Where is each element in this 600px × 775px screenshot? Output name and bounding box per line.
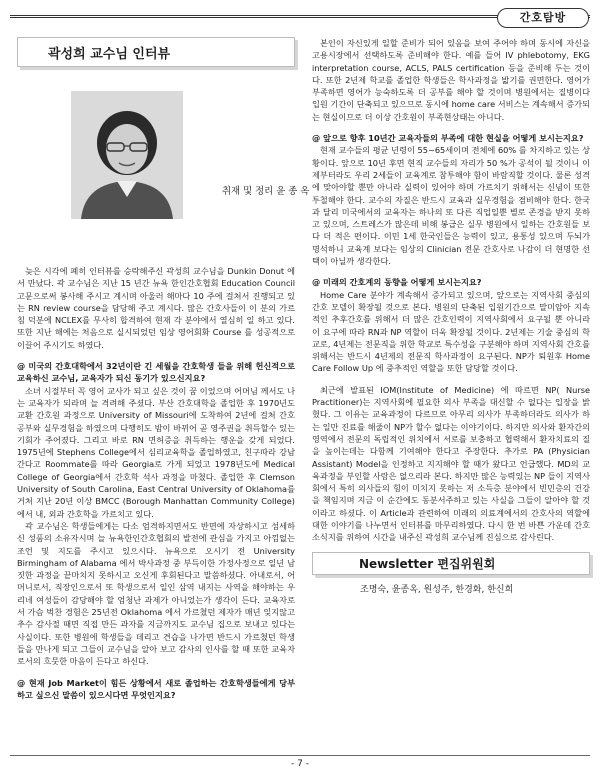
question-1: @ 미국의 간호대학에서 32년이란 긴 세월을 간호학생 들을 위해 헌신적으로 교육하신 교수님, 교육자가 되신 동기가 있으신지요?: [17, 361, 295, 384]
paragraph-closing: 최근에 발표된 IOM(Institute of Medicine) 에 따르면 NP( Nurse Practitioner)는 지역사회에 필요한 의사 부족을 대신할 수 없다는 입장을 밝혔다. 그 이유는 교육과정이 다르므로 아무리 의사가 부족하더라도 의사가 하는 일만 진료를 해줄이 NP가 할수 없다는 이야기이다. 하지만 의사와 환자간의 영역에서 전문의 독립적인 위치에서 서로를 보충하고 협력해서 환자치료의 질을 높이는데는 다함께 기여해야 한다고 주장한다. 추가로 PA (Physician Assistant) Model을 인정하고 지지해야 할 때가 왔다고 언급했다. MD의 교육과정을 부인할 사람은 없으리라 본다. 하지만 많은 능력있는 NP 들이 지역사회에서 특히 의사들의 힘이 미치지 못하는 저 소득층 분야에서 빈민층의 건강을 책임지며 지금 이 순간에도 동분서주하고 있는 사실을 그들이 알아야 할 것이라고 하셨다. 이 Article과 관련하여 미래의 의료계에서의 간호사의 역할에 대한 이야기를 나누면서 인터뷰를 마무리하였다. 다시 한 번 바쁜 가운데 간호 소식지를 위하여 시간을 내주신 곽성희 교수님께 진심으로 감사린다.: [312, 384, 590, 543]
page-number: - 7 -: [291, 759, 309, 769]
question-2: @ 현재 Job Market이 힘든 상황에서 새로 졸업하는 간호학생들에게 당부하고 싶으신 말씀이 있으시다면 무엇인지요?: [17, 677, 295, 700]
footer-rule: [10, 755, 590, 756]
paragraph-intro: 늦은 시각에 폐히 인터뷰를 승락해주신 곽성희 교수님을 Dunkin Donut 에서 만났다. 곽 교수님은 지난 15 년간 뉴욕 한인간호협회 Education Council 고문으로써 봉사해 주시고 계시며 아울러 해마다 10 주에 걸쳐서 진행되고 있는 RN review course을 담당해 주고 계시다. 많은 간호사들이 이 분의 가르침 덕분에 NCLEX를 무사히 합격하여 현재 각 분야에서 열심히 일 하고 있다. 또한 지난 해에는 처음으로 실시되었던 임상 영어회화 Course 를 성공적으로 이끌어 주시기도 하였다.: [17, 266, 295, 350]
question-3: @ 앞으로 향후 10년간 교육자들의 부족에 대한 현실을 어떻게 보시는지요?: [312, 133, 584, 144]
question-4: @ 미래의 간호계의 동향을 어떻게 보시는지요?: [312, 277, 482, 288]
paragraph-answer-1: 소녀 시절부터 꼭 영어 교사가 되고 싶은 것이 꿈 이었으며 어머님 께서도 나는 교육자가 되라며 늘 격려해 주셨다. 부산 간호대학을 졸업한 후 1970년도 교환 간호원 과정으로 University of Missouri에 도착하여 2년에 걸쳐 간호 공부와 실무경험을 하였으며 다행히도 밤이 바뀌어 곧 영주권을 취득할수 있는 기회가 주어졌다. 그리고 바로 RN 면허증을 취득하는 행운을 갖게 되었다. 1975년에 Stephens College에서 심리교육학을 졸업하였고, 친구따라 강남간다고 Roommate를 따라 Georgia로 가게 되었고 1978년도에 Medical College of Georgia에서 간호학 석사 과정을 마쳤다. 졸업한 후 Clemson University of South Carolina, East Central University of Oklahoma를 거쳐 지난 20년 이상 BMCC (Borough Manhattan Community College) 에서 내, 외과 간호학을 가르치고 있다.: [17, 385, 295, 519]
article-title: 곽성희 교수님 인터뷰: [17, 37, 295, 67]
paragraph-answer-4: Home Care 분야가 계속해서 증가되고 있으며, 앞으로는 지역사회 중심의 간호 모델이 확장될 것으로 본다. 병원의 단축된 입원기간으로 말미암아 지속적인 추후간호를 위해서 더 많은 간호인력이 지역사회에서 요구될 뿐 아니라 이 요구에 따라 RN과 NP 역할이 더욱 확장될 것이다. 2년제는 기술 중심의 학교로, 4년제는 전문직을 위한 학교로 특수성을 구분해야 하며 지역사회 간호를 위해서는 반드시 4년제의 전문직 학사과정이 요구된다. NP가 퇴원후 Home Care Follow Up 에 중추적인 역할을 또한 담당할 것이다.: [312, 289, 590, 374]
left-column: [17, 37, 310, 701]
newsletter-committee-title: Newsletter 편집위원회: [312, 552, 590, 575]
newsletter-committee-names: 조명숙, 윤종옥, 원성주, 한경화, 한신희: [360, 584, 514, 595]
left-body: [17, 265, 295, 701]
paragraph-answer-2: 본인이 자신있게 일할 준비가 되어 있음을 보여 주어야 하며 동시에 자신을 고용시장에서 선택하도록 준비해야 한다. 예를 들어 IV phlebotomy, EKG interpretation course, ACLS, PALS certification 등을 준비해 두는 것이다. 또한 2년제 학교를 졸업한 학생들은 학사과정을 밟기를 권면한다. 영어가 부족하면 영어가 능숙하도록 더 공부를 해야 할 것이며 병원에서는 질병이다 입원 기간이 단축되고 있으므로 동시에 home care 서비스는 계속해서 증가되는 현실이므로 더 이상 간호원이 부족현상태는 아니다.: [312, 38, 590, 122]
section-title: 간호탐방: [497, 8, 589, 28]
paragraph-answer-3: 현재 교수들의 평균 년령이 55~65세이며 전체에 60% 를 차지하고 있는 상황이다. 앞으로 10년 후면 현직 교수들의 자리가 50 %가 공석이 될 것이니 이제부터라도 우리 2세들이 교육계로 참투해야 함이 바람직할 것이다. 물론 성격에 맞아야할 뿐만 아니라 실력이 있어야 하며 가르치기 위해서는 신념이 또한 투철해야 한다. 교수의 자질은 반드시 교육과 실무경험을 겸비해야 한다. 한국과 달리 미국에서의 교육자는 하나의 또 다른 직업일뿐 별로 존경을 받지 못하고 있으며, 스트레스가 많은데 비해 봉급은 실무 병원에서 일하는 간호원들 보다 더 적은 편이다. 이민 1세 한국인들은 능력이 있고, 용통성 있으며 두뇌가 명석하니 교육계 보다는 임상의 Clinician 전문 간호사로 나감이 더 현명한 선택이 아닐까 생각한다.: [312, 145, 590, 267]
credit-line: 취재 및 정리 윤 종 옥: [222, 186, 310, 197]
portrait-photo: [71, 91, 183, 219]
right-column: [312, 37, 590, 595]
portrait-image: [71, 91, 183, 219]
paragraph-answer-1b: 곽 교수님은 학생들에게는 다소 엄격하지면서도 반면에 자상하시고 섬세하신 성품의 소유자시며 늘 뉴욕한인간호협회의 발전에 관심을 가지고 아낌없는 조언 및 지도를 주시고 있으시다. 뉴욕으로 오시기 전 University Birmingham of Alabama 에서 박사과정 중 부득이한 가정사정으로 일년 남짓한 과정을 끝마치지 못하시고 오신게 후회된다고 말씀하셨다. 아내로서, 어머니로서, 직장인으로서 또 학생으로서 일인 삼역 내지는 사역을 해야하는 우리네 여성들이 감당해야 할 엄청난 과제가 아니었는가 생각이 든다. 교육자로서 가슴 벅찬 경험은 25년전 Oklahoma 에서 가르쳤던 제자가 매년 잊지않고 추수 감사절 때면 직접 만든 과자를 지금까지도 교수님 집으로 보내고 있다는 사실이다. 또한 병원에 학생들을 데리고 견습을 나가면 반드시 가르쳤던 학생들을 만나게 되고 그들이 교수님을 알아 보고 감사의 인사를 할 때 또한 교육자로서의 흐뭇한 마음이 든다고 하신다.: [17, 520, 295, 667]
